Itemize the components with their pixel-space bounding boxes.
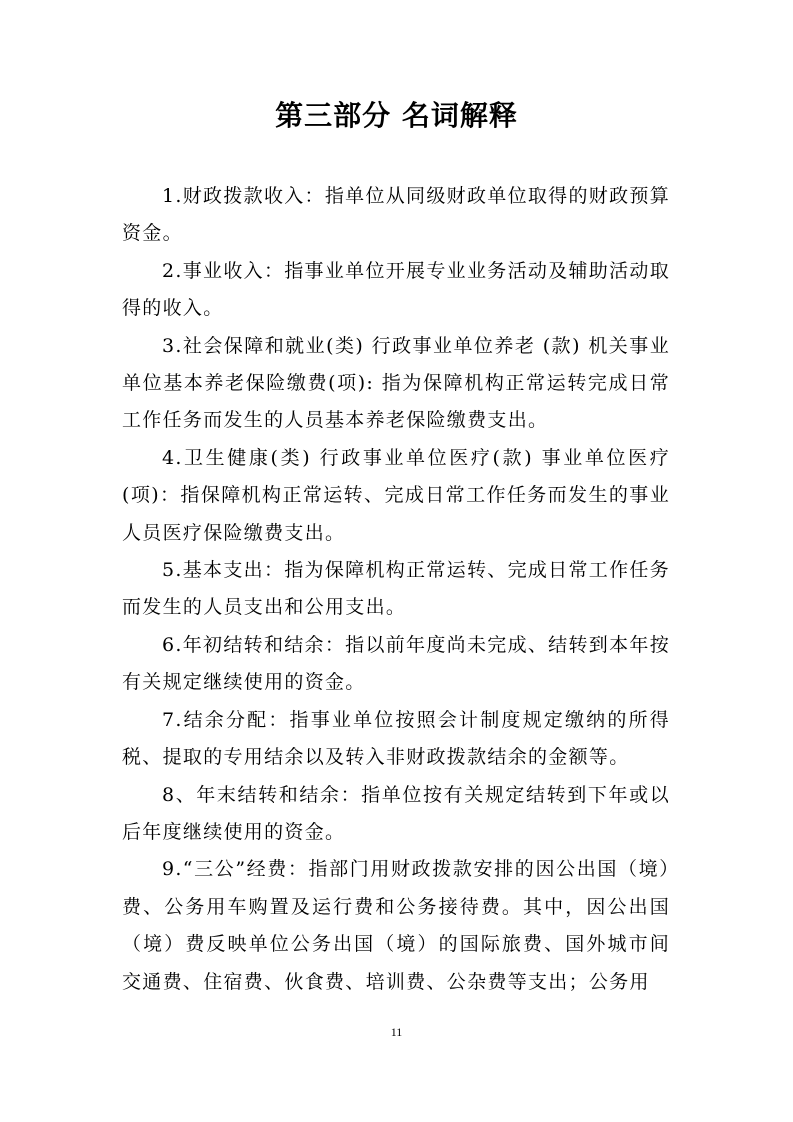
definition-paragraph-9: 9.“三公”经费：指部门用财政拨款安排的因公出国（境）费、公务用车购置及运行费和公务接待费。其中，因公出国（境）费反映单位公务出国（境）的国际旅费、国外城市间交通费、住宿费、伙食费、培训费、公杂费等支出；公务用 [122,858,670,993]
definition-paragraph-7: 7.结余分配：指事业单位按照会计制度规定缴纳的所得税、提取的专用结余以及转入非财政拨款结余的金额等。 [122,708,670,769]
definition-paragraph-2: 2.事业收入：指事业单位开展专业业务活动及辅助活动取得的收入。 [122,259,670,320]
document-body [122,178,670,1001]
page-title: 第三部分 名词解释 [275,99,518,132]
definition-paragraph-3: 3.社会保障和就业(类) 行政事业单位养老 (款) 机关事业单位基本养老保险缴费(项): 指为保障机构正常运转完成日常工作任务而发生的人员基本养老保险缴费支出。 [122,334,670,432]
definition-paragraph-5: 5.基本支出：指为保障机构正常运转、完成日常工作任务而发生的人员支出和公用支出。 [122,559,670,619]
definition-paragraph-6: 6.年初结转和结余：指以前年度尚未完成、结转到本年按有关规定继续使用的资金。 [122,633,670,694]
definition-paragraph-1: 1.财政拨款收入：指单位从同级财政单位取得的财政预算资金。 [122,185,670,245]
page-number: 11 [390,1025,403,1039]
definition-paragraph-4: 4.卫生健康(类) 行政事业单位医疗(款) 事业单位医疗(项)：指保障机构正常运转、完成日常工作任务而发生的事业人员医疗保险缴费支出。 [122,446,670,544]
definition-paragraph-8: 8、年末结转和结余：指单位按有关规定结转到下年或以后年度继续使用的资金。 [122,783,670,843]
